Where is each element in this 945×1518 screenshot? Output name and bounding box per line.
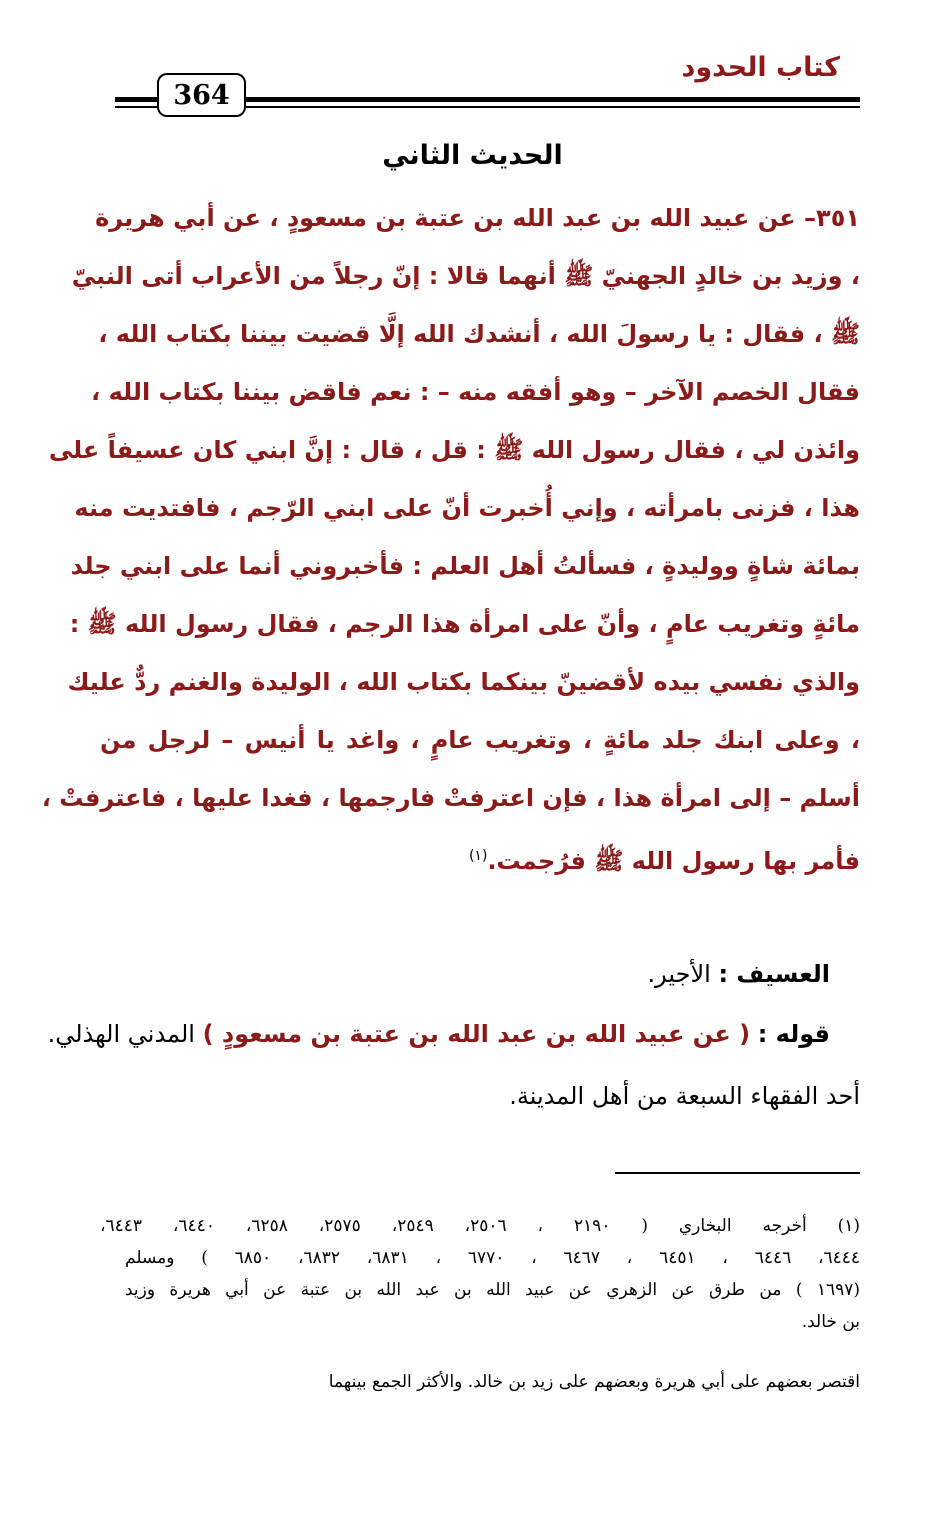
footnote-separator [615, 1172, 860, 1174]
gloss [648, 950, 831, 998]
commentary-rest: المدني الهذلي. [47, 1020, 195, 1048]
section-title: الحديث الثاني [382, 140, 563, 171]
footnote-marker: (١) [468, 848, 488, 864]
hadith-line: ﷺ ، فقال : يا رسولَ الله ، أنشدك الله إلَّا قضيت بيننا بكتاب الله ، [98, 320, 860, 348]
hadith-line: أسلم – إلى امرأة هذا ، فإن اعترفتْ فارجمها ، فغدا عليها ، فاعترفتْ ، [41, 784, 860, 812]
footnote-line: اقتصر بعضهم على أبي هريرة وبعضهم على زيد بن خالد. والأكثر الجمع بينهما [328, 1372, 860, 1392]
footnote-line: (١) أخرجه البخاري ( ٢١٩٠ ، ٢٥٠٦، ٢٥٤٩، ٢٥٧٥، ٦٢٥٨، ٦٤٤٠، ٦٤٤٣، [100, 1216, 861, 1236]
hadith-line-text: فأمر بها رسول الله ﷺ فرُجمت. [487, 847, 860, 875]
hadith-line-last [100, 830, 860, 882]
commentary-line [48, 1010, 830, 1058]
hadith-line: ، وعلى ابنك جلد مائةٍ ، وتغريب عامٍ ، واغد يا أنيس – لرجل من [100, 726, 860, 754]
hadith-line: وائذن لي ، فقال رسول الله ﷺ : قل ، قال : إنَّ ابني كان عسيفاً على [48, 436, 860, 464]
footnote-line: بن خالد. [801, 1312, 860, 1332]
page-number: 364 [157, 73, 246, 117]
gloss-term: العسيف : [718, 960, 830, 988]
gloss-definition: الأجير. [647, 960, 711, 988]
commentary-quote: ( عن عبيد الله بن عبد الله بن عتبة بن مسعودٍ ) [202, 1020, 751, 1048]
hadith-line: مائةٍ وتغريب عامٍ ، وأنّ على امرأة هذا الرجم ، فقال رسول الله ﷺ : [69, 610, 860, 638]
commentary-line-2: أحد الفقهاء السبعة من أهل المدينة. [509, 1082, 860, 1110]
hadith-line: فقال الخصم الآخر – وهو أفقه منه – : نعم فاقض بيننا بكتاب الله ، [91, 378, 860, 406]
book-title: كتاب الحدود [681, 52, 840, 83]
hadith-line: والذي نفسي بيده لأقضينّ بينكما بكتاب الله ، الوليدة والغنم ردٌّ عليك [67, 668, 860, 696]
hadith-line: هذا ، فزنى بامرأته ، وإني أُخبرت أنّ على ابني الرّجم ، فافتديت منه [74, 494, 860, 522]
hadith-line: ٣٥١– عن عبيد الله بن عبد الله بن عتبة بن مسعودٍ ، عن أبي هريرة [95, 204, 860, 232]
commentary-lead: قوله : [757, 1020, 830, 1048]
footnote-line: (١٦٩٧ ) من طرق عن الزهري عن عبيد الله بن عبد الله بن عتبة عن أبي هريرة وزيد [125, 1280, 860, 1300]
hadith-line: ، وزيد بن خالدٍ الجهنيّ ﷺ أنهما قالا : إنّ رجلاً من الأعراب أتى النبيّ [71, 262, 860, 290]
hadith-line: بمائة شاةٍ ووليدةٍ ، فسألتُ أهل العلم : فأخبروني أنما على ابني جلد [70, 552, 860, 580]
footnote-line: ٦٤٤٤، ٦٤٤٦ ، ٦٤٥١ ، ٦٤٦٧ ، ٦٧٧٠ ، ٦٨٣١، ٦٨٣٢، ٦٨٥٠ ) ومسلم [125, 1248, 861, 1268]
